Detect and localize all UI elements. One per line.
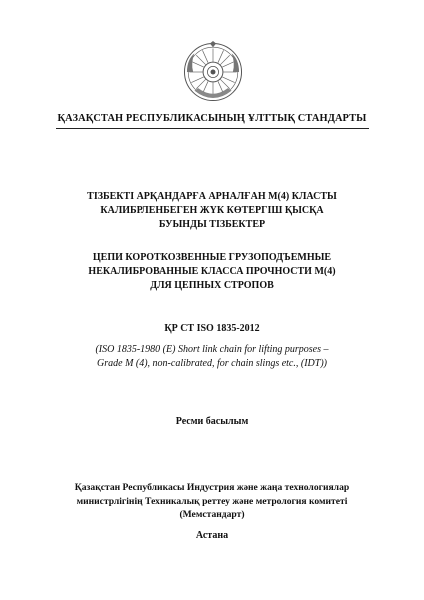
issuing-organization [20, 481, 404, 522]
header-divider [56, 128, 369, 129]
source-standard-reference [20, 343, 404, 371]
state-emblem-icon [182, 41, 244, 103]
publication-city: Астана [195, 530, 229, 541]
organization-line: министрлігінің Техникалық реттеу және метрология комитеті [76, 495, 348, 507]
source-reference-line: (ISO 1835-1980 (E) Short link chain for lifting purposes – [95, 344, 329, 355]
document-header: ҚАЗАҚСТАН РЕСПУБЛИКАСЫНЫҢ ҰЛТТЫҚ СТАНДАРТЫ [57, 113, 367, 124]
title-russian [20, 251, 404, 293]
title-russian-line: ДЛЯ ЦЕПНЫХ СТРОПОВ [150, 280, 274, 291]
source-reference-line: Grade M (4), non-calibrated, for chain slings etc., (IDT)) [97, 358, 327, 369]
title-kazakh-line: КАЛИБРЛЕНБЕГЕН ЖҮК КӨТЕРГІШ ҚЫСҚА [100, 205, 324, 216]
standard-designation: ҚР СТ ISO 1835-2012 [164, 323, 260, 334]
edition-label: Ресми басылым [175, 416, 249, 427]
title-kazakh-line: БУЫНДЫ ТІЗБЕКТЕР [158, 219, 266, 230]
title-kazakh-line: ТІЗБЕКТІ АРҚАНДАРҒА АРНАЛҒАН М(4) КЛАСТЫ [87, 191, 337, 202]
organization-line: (Мемстандарт) [179, 509, 245, 520]
title-russian-line: НЕКАЛИБРОВАННЫЕ КЛАССА ПРОЧНОСТИ М(4) [88, 266, 336, 277]
title-russian-line: ЦЕПИ КОРОТКОЗВЕННЫЕ ГРУЗОПОДЪЕМНЫЕ [92, 252, 332, 263]
organization-line: Қазақстан Республикасы Индустрия және жаңа технологиялар [74, 482, 350, 493]
title-kazakh [20, 190, 404, 232]
